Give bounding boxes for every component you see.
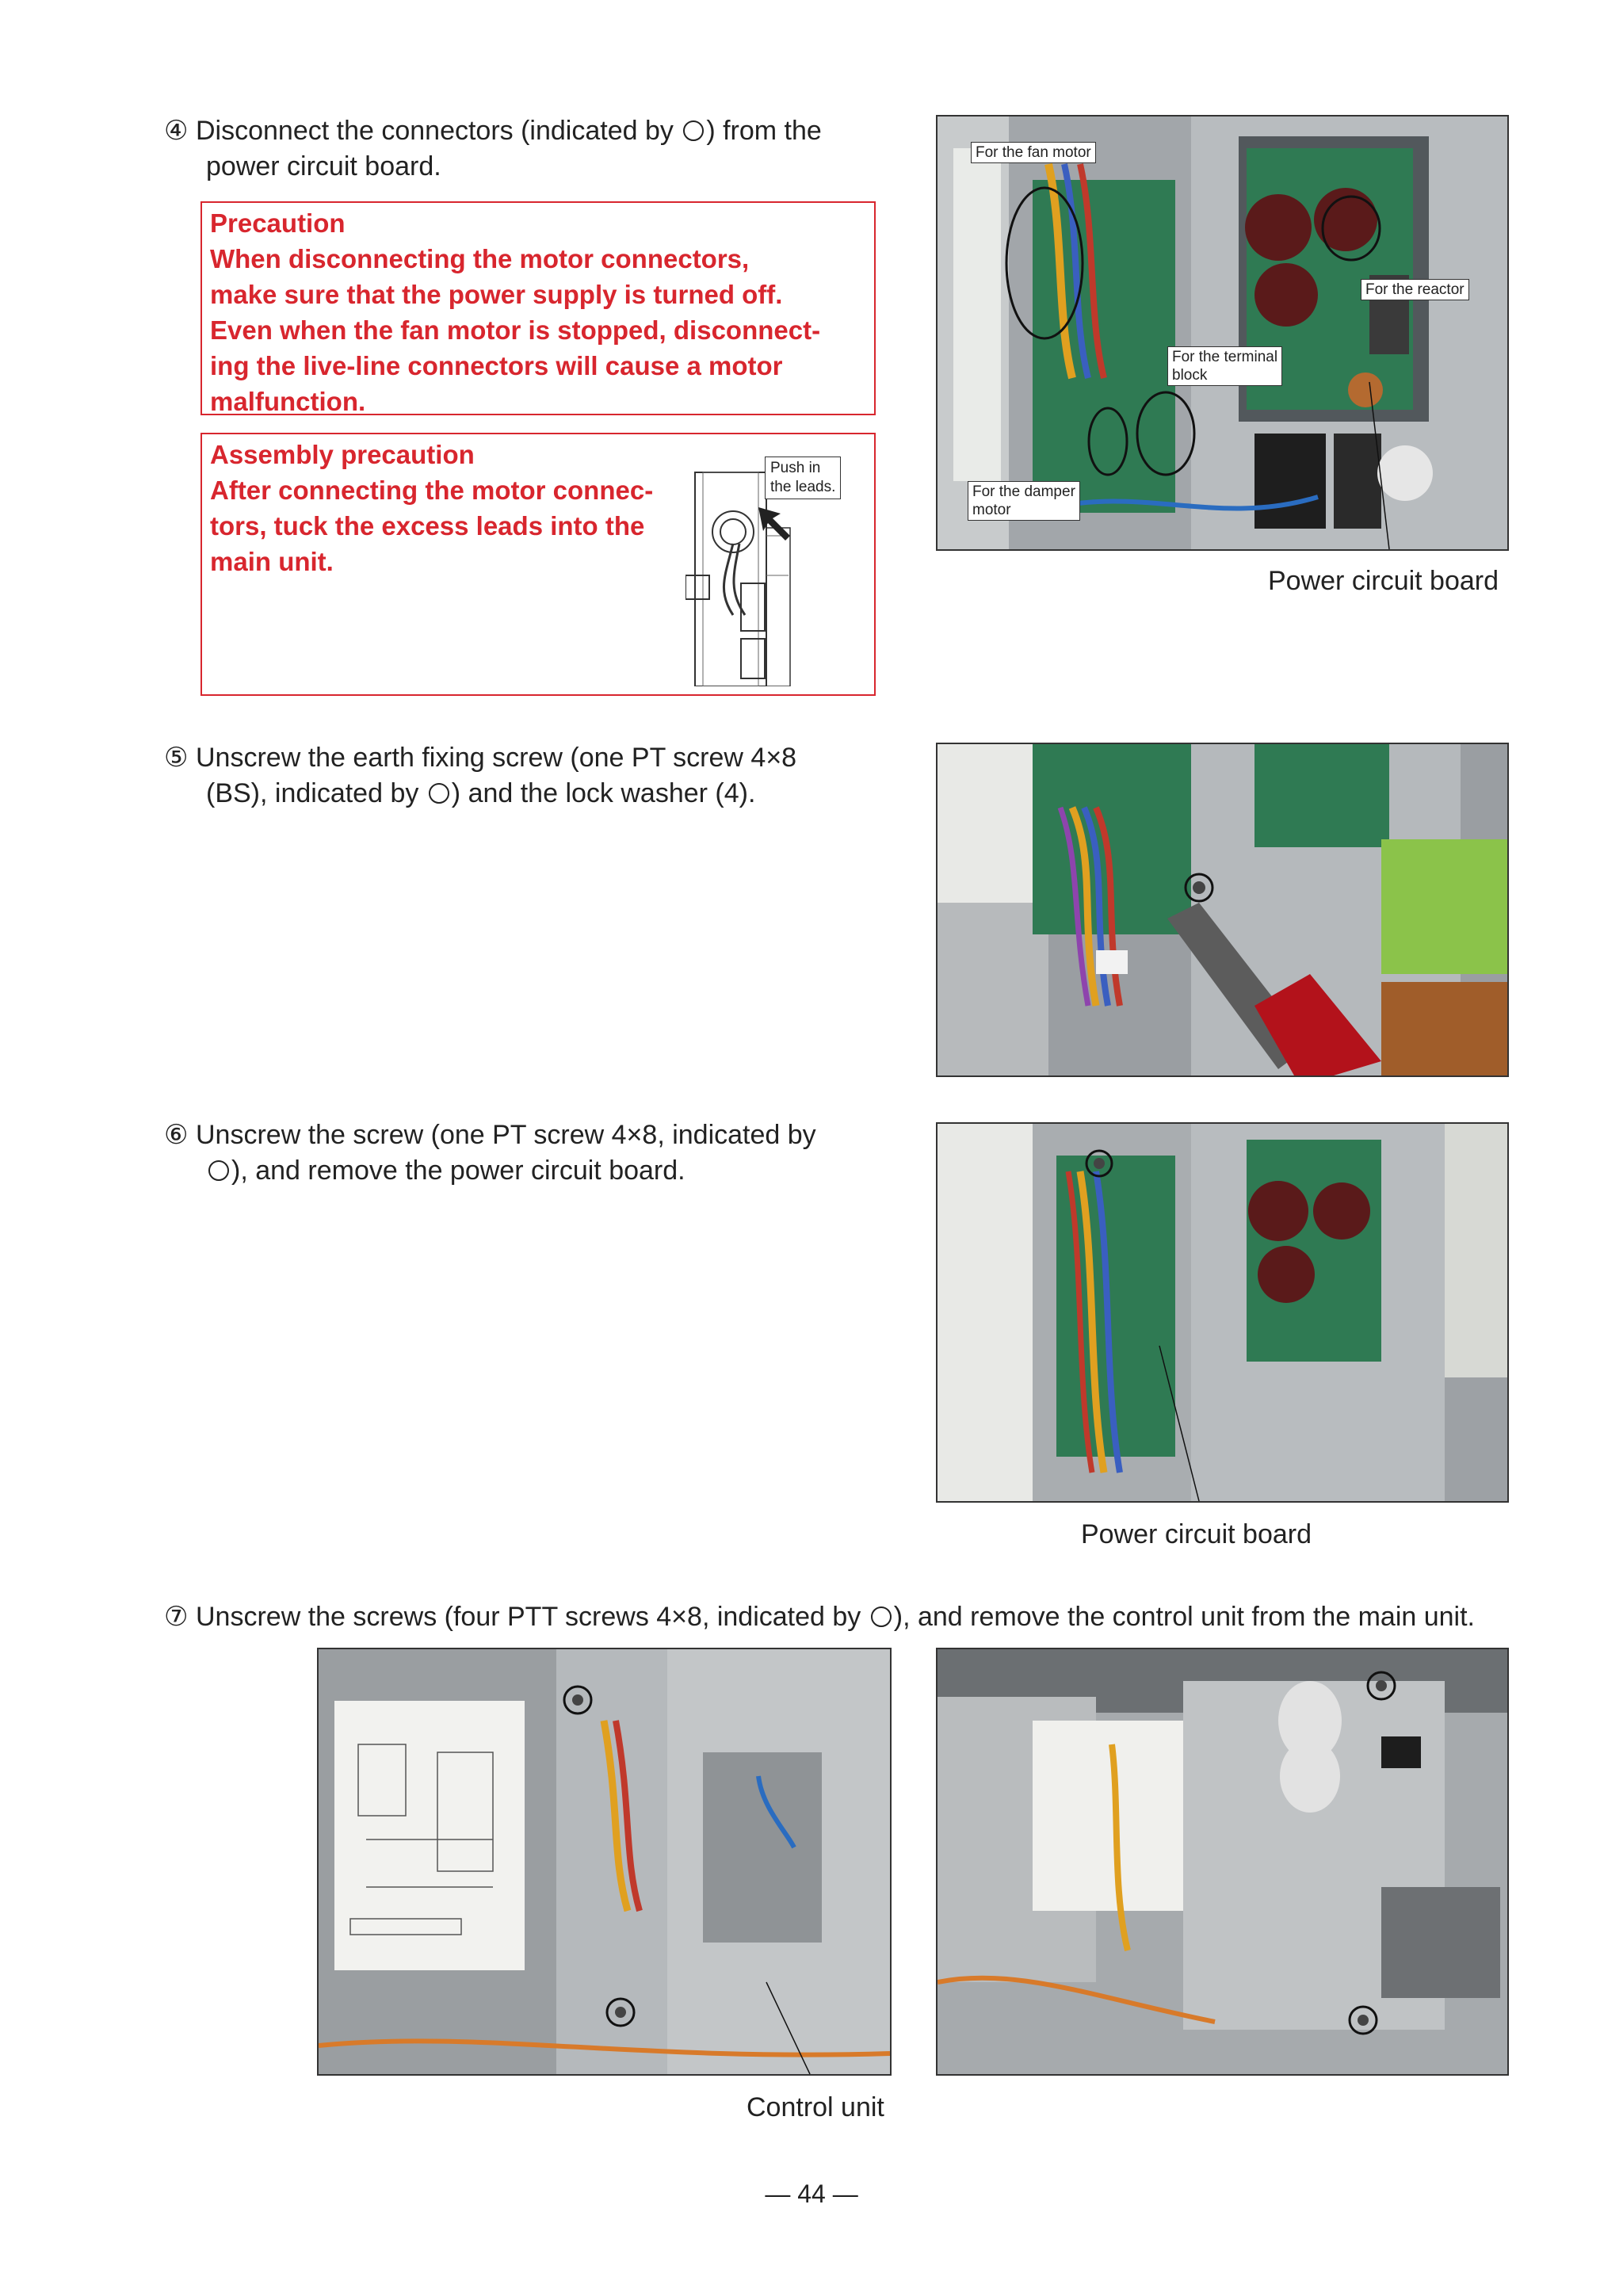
- photo-earth-screw: [936, 743, 1509, 1077]
- circle-marker-icon: [208, 1160, 229, 1181]
- assembly-illustration: [685, 457, 868, 686]
- assembly-precaution-box: [200, 433, 876, 696]
- assembly-title: Assembly precaution: [210, 440, 475, 469]
- push-in-label: Push in the leads.: [765, 457, 841, 499]
- caption-power-circuit-board-1: Power circuit board: [1268, 566, 1499, 596]
- page-number: — 44 —: [765, 2179, 858, 2208]
- step-4: ④ Disconnect the connectors (indicated by ) from the power circuit board.: [164, 113, 861, 185]
- caption-power-circuit-board-2: Power circuit board: [1081, 1519, 1312, 1549]
- photo-control-unit-front: [317, 1648, 892, 2076]
- callout-reactor: For the reactor: [1361, 279, 1469, 300]
- precaution-line-2: make sure that the power supply is turned off.: [210, 280, 783, 309]
- circle-marker-icon: [429, 783, 449, 804]
- precaution-line-1: When disconnecting the motor connectors,: [210, 244, 750, 273]
- assembly-line-3: main unit.: [210, 547, 334, 576]
- callout-damper-motor: For the damper motor: [968, 481, 1080, 521]
- caption-control-unit: Control unit: [747, 2092, 884, 2122]
- callout-fan-motor: For the fan motor: [971, 142, 1096, 163]
- precaution-line-4: ing the live-line connectors will cause a motor: [210, 351, 783, 380]
- step-7: ⑦ Unscrew the screws (four PTT screws 4×8, indicated by ), and remove the control unit from the main unit.: [164, 1599, 1559, 1635]
- photo-power-circuit-board-screw: [936, 1122, 1509, 1503]
- photo-power-board-connectors: [936, 115, 1509, 551]
- precaution-line-3: Even when the fan motor is stopped, disconnect-: [210, 315, 821, 345]
- step-number: ⑤: [164, 743, 189, 773]
- step-5: ⑤ Unscrew the earth fixing screw (one PT screw 4×8 (BS), indicated by ) and the lock washer (4).: [164, 740, 861, 812]
- push-arrow-icon: [755, 504, 795, 544]
- precaution-line-5: malfunction.: [210, 387, 366, 416]
- step-number: ⑦: [164, 1602, 189, 1632]
- assembly-line-2: tors, tuck the excess leads into the: [210, 511, 645, 541]
- circle-marker-icon: [871, 1606, 892, 1627]
- photo-control-unit-side: [936, 1648, 1509, 2076]
- circle-marker-icon: [683, 120, 704, 141]
- step-number: ④: [164, 116, 189, 146]
- callout-terminal-block: For the terminal block: [1167, 346, 1282, 386]
- step-number: ⑥: [164, 1120, 189, 1150]
- precaution-box: [200, 201, 876, 415]
- step-6: ⑥ Unscrew the screw (one PT screw 4×8, indicated by ), and remove the power circuit board.: [164, 1117, 861, 1189]
- assembly-line-1: After connecting the motor connec-: [210, 476, 654, 505]
- precaution-title: Precaution: [210, 208, 346, 238]
